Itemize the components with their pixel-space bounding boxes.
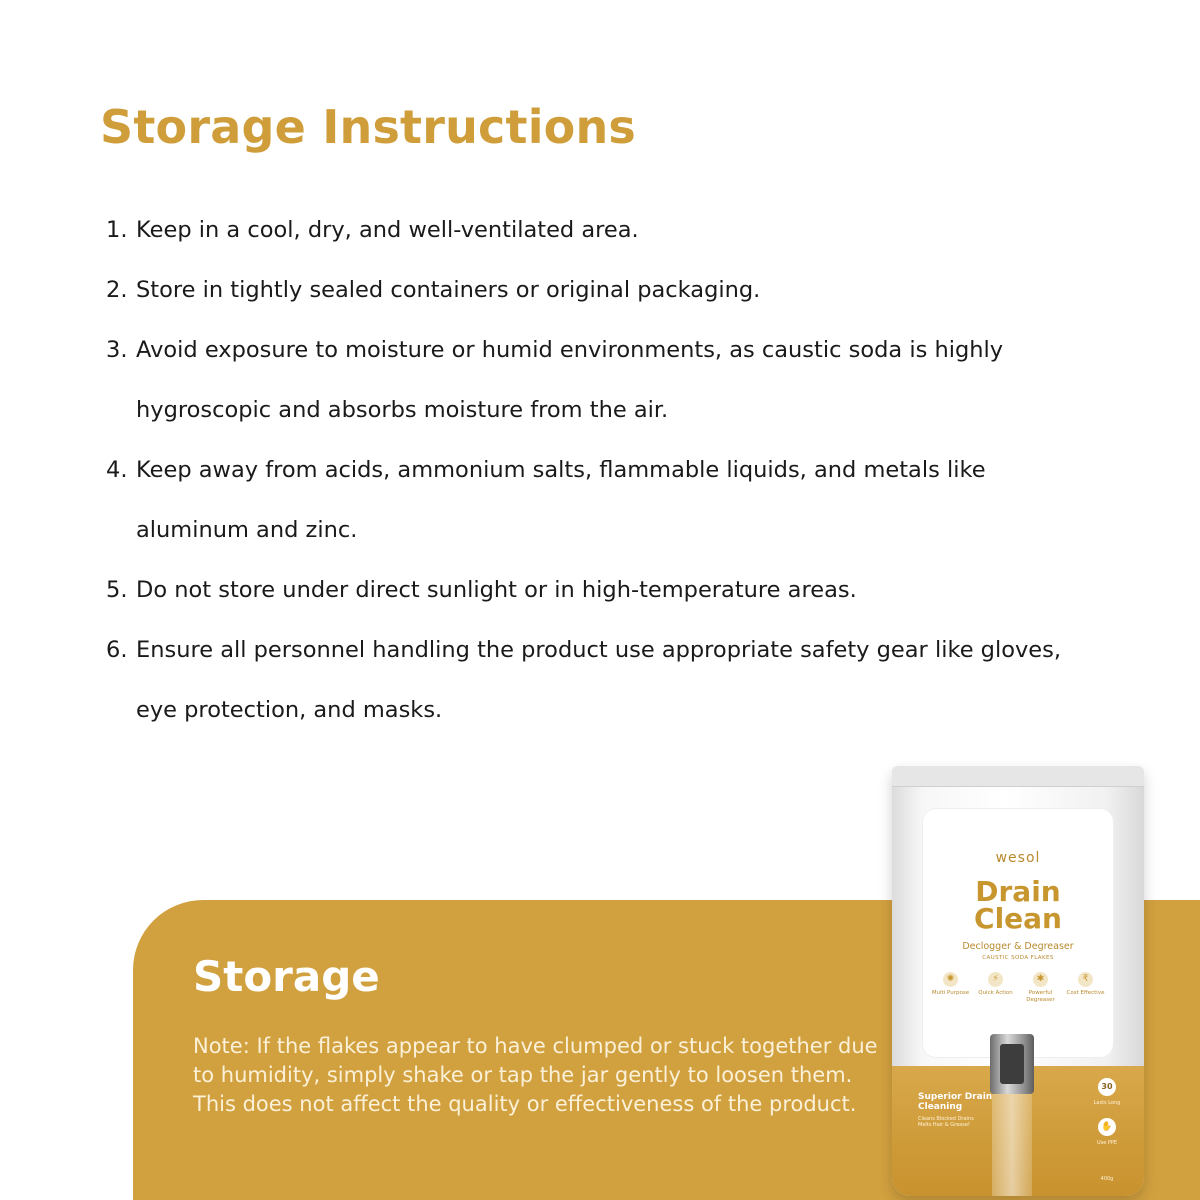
list-item [106, 560, 1086, 620]
item-text: Keep away from acids, ammonium salts, flammable liquids, and metals like aluminum and zinc. [136, 457, 986, 543]
item-number: 5. [106, 577, 128, 603]
item-number: 6. [106, 637, 128, 663]
glove-icon: ✋ [1098, 1118, 1116, 1136]
product-name-line: Clean [974, 902, 1062, 935]
stain-icon: ✱ [1033, 972, 1048, 987]
days-badge: 30 [1098, 1078, 1116, 1096]
pouch-seal [892, 766, 1144, 787]
item-number: 4. [106, 457, 128, 483]
product-tagline: Declogger & Degreaser [962, 941, 1074, 952]
product-name [892, 875, 1144, 935]
item-number: 3. [106, 337, 128, 363]
item-text: Avoid exposure to moisture or humid environments, as caustic soda is highly hygroscopic and absorbs moisture from the air. [136, 337, 1004, 423]
sparkle-icon: ✺ [943, 972, 958, 987]
item-number: 1. [106, 217, 128, 243]
badge-label: Lasts Long [1093, 1100, 1121, 1106]
feature-label: Powerful Degreaser [1026, 990, 1055, 1003]
product-subtag: CAUSTIC SODA FLAKES [982, 955, 1054, 961]
item-text: Store in tightly sealed containers or original packaging. [136, 277, 761, 303]
item-text: Keep in a cool, dry, and well-ventilated area. [136, 217, 639, 243]
product-name-line: Drain [975, 875, 1061, 908]
ppe-label: Use PPE [1096, 1140, 1118, 1146]
storage-note: Note: If the flakes appear to have clumped or stuck together due to humidity, simply shake or tap the jar gently to loosen them. This does not affect the quality or effectiveness of the product. [193, 1034, 878, 1116]
list-item [106, 440, 1086, 560]
feature-label: Quick Action [978, 990, 1013, 996]
list-item [106, 200, 1086, 260]
bolt-icon: ⚡ [988, 972, 1003, 987]
item-text: Ensure all personnel handling the product use appropriate safety gear like gloves, eye protection, and masks. [136, 637, 1062, 723]
feature-label: Multi Purpose [931, 990, 970, 996]
feature-item [973, 972, 1018, 1004]
brand-logo: wesol [995, 850, 1041, 866]
rupee-icon: ₹ [1078, 972, 1093, 987]
feature-item [928, 972, 973, 1004]
net-weight: 400g [1100, 1176, 1114, 1182]
instruction-list [106, 200, 1086, 740]
page-title: Storage Instructions [100, 100, 637, 154]
pouch-nozzle-opening [1000, 1044, 1024, 1084]
list-item [106, 320, 1086, 440]
feature-label: Cost Effective [1066, 990, 1105, 996]
list-item [106, 260, 1086, 320]
bottom-title: Superior Drain Cleaning [918, 1092, 993, 1112]
item-number: 2. [106, 277, 128, 303]
feature-item [1018, 972, 1063, 1004]
item-text: Do not store under direct sunlight or in high-temperature areas. [136, 577, 857, 603]
feature-row [928, 972, 1108, 1004]
storage-title: Storage [193, 952, 380, 1001]
pouch-window-tube [992, 1094, 1032, 1196]
bottom-subtitle: Cleans Blocked Drains Melts Hair & Grease! [918, 1116, 974, 1128]
feature-item [1063, 972, 1108, 1004]
list-item [106, 620, 1086, 740]
product-pouch-image [892, 766, 1144, 1196]
